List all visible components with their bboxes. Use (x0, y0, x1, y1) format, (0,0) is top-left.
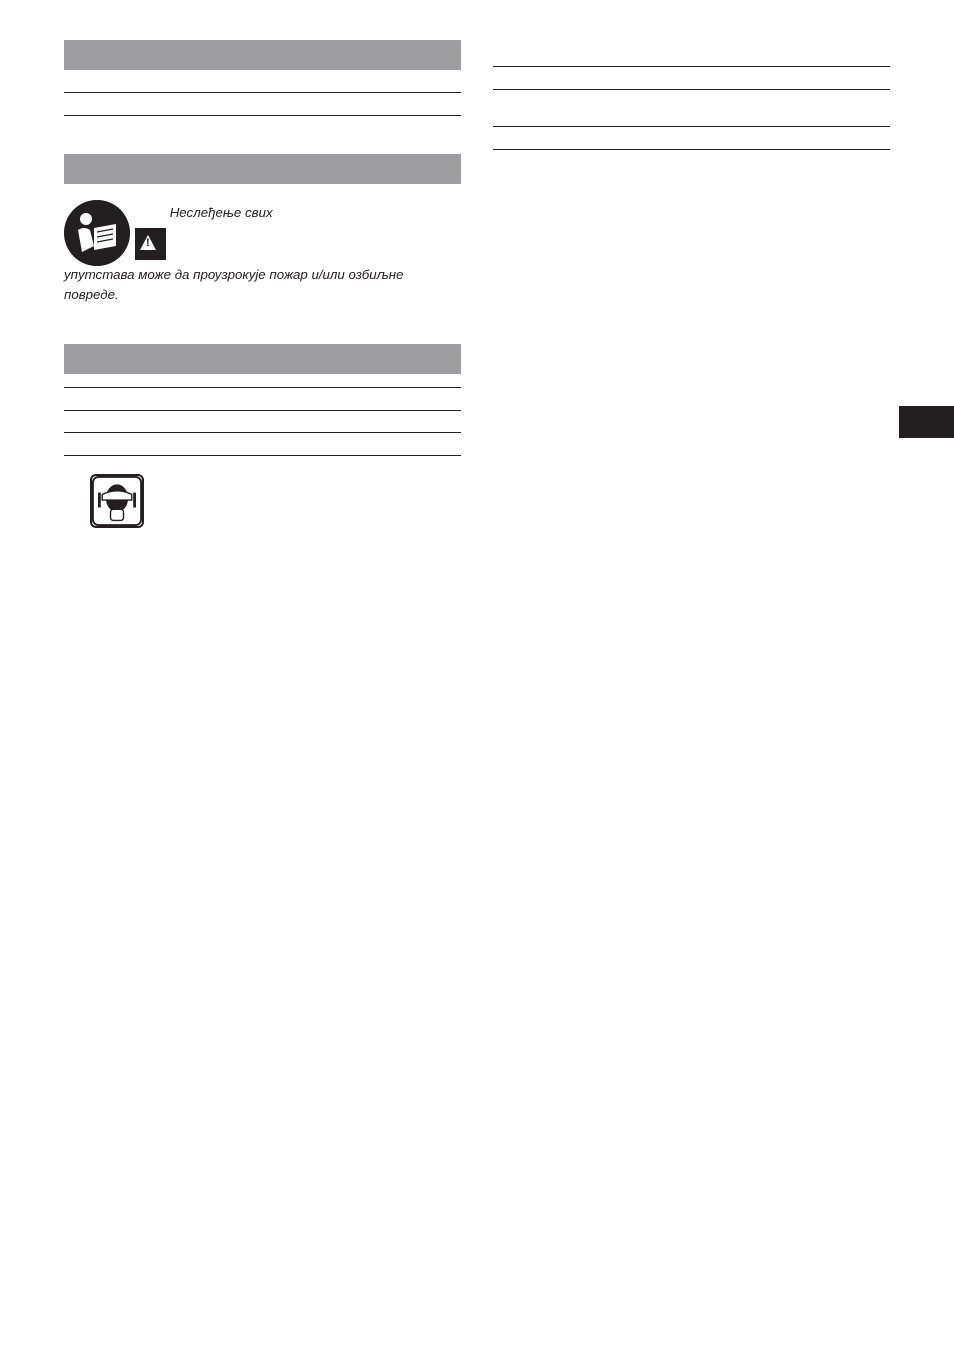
language-tab (899, 406, 954, 438)
warning-italic-text: упутстава може да проузрокује пожар и/или озбиљне повреде. (64, 267, 404, 303)
list-item-ppe (64, 470, 461, 532)
sacuvajte-heading (64, 344, 461, 374)
eye-protection-icon (90, 474, 144, 528)
section-1-heading (64, 387, 461, 411)
warning-triangle-icon (140, 235, 156, 250)
right-column (493, 44, 890, 164)
warning-italic-start: Неслеђење свих (169, 205, 273, 220)
left-column (64, 40, 461, 532)
warning-badge (135, 228, 166, 260)
kontakt-heading (64, 92, 461, 116)
section-3-heading (493, 66, 890, 90)
section-4-heading (493, 126, 890, 150)
prevod-heading (64, 154, 461, 184)
read-manual-warning (64, 200, 461, 266)
read-manual-icon (64, 200, 130, 266)
servis-heading (64, 40, 461, 70)
section-2-heading (64, 432, 461, 456)
